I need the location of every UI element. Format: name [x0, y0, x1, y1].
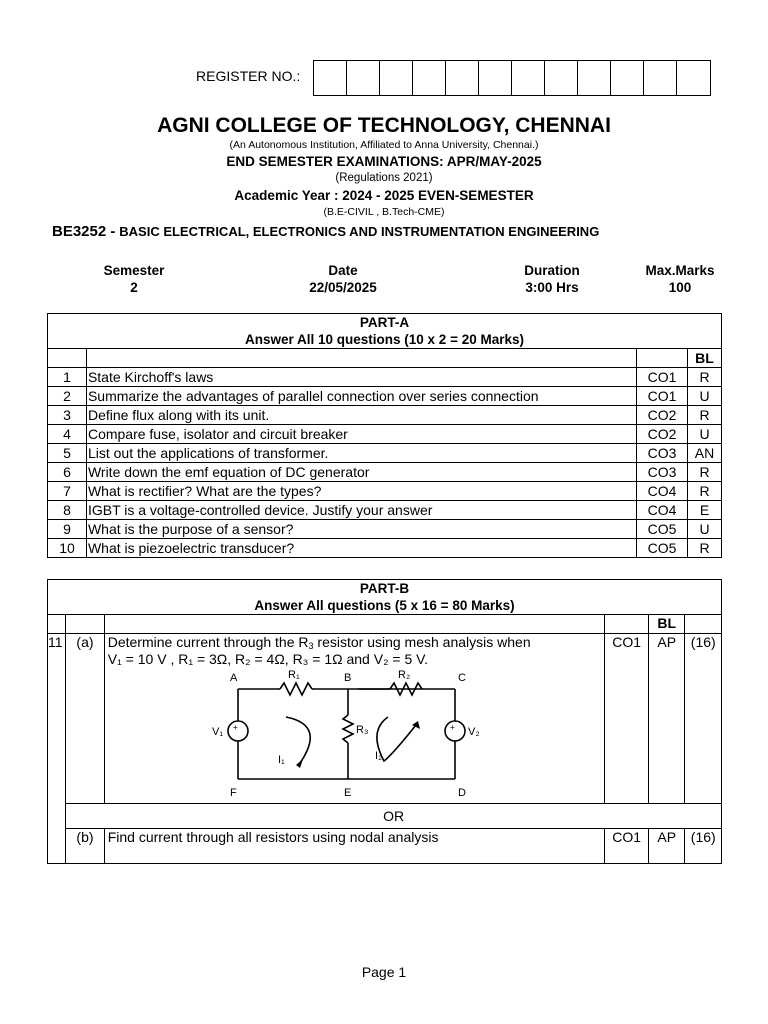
college-name: AGNI COLLEGE OF TECHNOLOGY, CHENNAI — [157, 114, 611, 137]
node-f-label: F — [229, 787, 237, 799]
register-digit-box[interactable] — [644, 61, 677, 95]
duration-info — [506, 262, 598, 296]
question-11a-text — [104, 634, 605, 804]
bloom-level: R — [688, 368, 722, 387]
bloom-level: R — [688, 463, 722, 482]
bloom-level: AP — [648, 829, 684, 864]
course-outcome: CO3 — [637, 463, 688, 482]
v2-label: V₂ — [467, 726, 480, 738]
question-text: List out the applications of transformer. — [86, 444, 636, 463]
or-divider: OR — [66, 804, 722, 829]
r1-label: R₁ — [287, 669, 300, 681]
semester-info — [88, 262, 180, 296]
bloom-level: E — [688, 501, 722, 520]
question-row — [48, 520, 722, 539]
course-outcome: CO1 — [605, 634, 649, 804]
question-row — [48, 501, 722, 520]
date-value: 22/05/2025 — [309, 280, 377, 295]
question-text: Define flux along with its unit. — [86, 406, 636, 425]
question-row — [48, 482, 722, 501]
question-text: IGBT is a voltage-controlled device. Justify your answer — [86, 501, 636, 520]
question-number: 6 — [48, 463, 87, 482]
i1-label: I₁ — [277, 754, 285, 766]
svg-text:+: + — [449, 723, 455, 732]
question-text: Compare fuse, isolator and circuit breaker — [86, 425, 636, 444]
semester-label: Semester — [103, 263, 165, 278]
course-name: BASIC ELECTRICAL, ELECTRONICS AND INSTRUMENTATION ENGINEERING — [119, 224, 600, 239]
affiliation-text: (An Autonomous Institution, Affiliated to Anna University, Chennai.) — [229, 139, 539, 151]
part-a-header — [48, 314, 722, 349]
v1-label: V₁ — [211, 726, 223, 738]
i2-label: I₂ — [374, 750, 383, 762]
course-outcome: CO5 — [637, 520, 688, 539]
duration-label: Duration — [524, 263, 580, 278]
register-digit-box[interactable] — [413, 61, 446, 95]
question-row — [48, 444, 722, 463]
part-a-title: PART-A — [359, 315, 410, 330]
bloom-level: R — [688, 406, 722, 425]
node-d-label: D — [457, 787, 466, 799]
register-digit-box[interactable] — [314, 61, 347, 95]
course-outcome: CO4 — [637, 501, 688, 520]
register-digit-box[interactable] — [677, 61, 710, 95]
bloom-level: AN — [688, 444, 722, 463]
question-line-2: V₁ = 10 V , R₁ = 3Ω, R₂ = 4Ω, R₃ = 1Ω and V₂ = 5 V. — [107, 651, 429, 667]
question-number: 1 — [48, 368, 87, 387]
register-digit-box[interactable] — [380, 61, 413, 95]
bloom-level: U — [688, 387, 722, 406]
question-row — [48, 539, 722, 558]
part-b-table — [47, 579, 722, 864]
part-a-table — [47, 313, 722, 558]
max-marks-label: Max.Marks — [645, 263, 715, 278]
bl-column-header: BL — [688, 349, 722, 368]
question-label: (a) — [66, 634, 105, 804]
register-digit-box[interactable] — [545, 61, 578, 95]
register-digit-box[interactable] — [446, 61, 479, 95]
question-row — [48, 463, 722, 482]
node-a-label: A — [229, 672, 238, 684]
programs-text: (B.E-CIVIL , B.Tech-CME) — [323, 206, 445, 218]
node-c-label: C — [457, 672, 466, 684]
question-row — [48, 406, 722, 425]
duration-value: 3:00 Hrs — [525, 280, 579, 295]
bloom-level: R — [688, 482, 722, 501]
question-number: 2 — [48, 387, 87, 406]
exam-title: END SEMESTER EXAMINATIONS: APR/MAY-2025 — [226, 154, 542, 169]
register-digit-box[interactable] — [479, 61, 512, 95]
regulations-text: (Regulations 2021) — [335, 172, 433, 184]
question-text: What is rectifier? What are the types? — [86, 482, 636, 501]
question-text: What is the purpose of a sensor? — [86, 520, 636, 539]
register-label: REGISTER NO.: — [196, 68, 301, 84]
mesh-arrow-1 — [296, 759, 303, 768]
question-marks: (16) — [685, 829, 722, 864]
course-code: BE3252 - — [52, 223, 116, 240]
question-number: 8 — [48, 501, 87, 520]
academic-year: Academic Year : 2024 - 2025 EVEN-SEMESTER — [234, 188, 534, 203]
node-b-label: B — [343, 672, 352, 684]
question-text: State Kirchoff's laws — [86, 368, 636, 387]
register-number-boxes[interactable] — [313, 60, 711, 96]
course-outcome: CO1 — [605, 829, 649, 864]
course-outcome: CO2 — [637, 425, 688, 444]
semester-value: 2 — [130, 280, 138, 295]
date-label: Date — [328, 263, 358, 278]
part-b-title: PART-B — [359, 581, 410, 596]
question-marks: (16) — [685, 634, 722, 804]
bloom-level: U — [688, 520, 722, 539]
course-outcome: CO1 — [637, 368, 688, 387]
question-text: Summarize the advantages of parallel connection over series connection — [86, 387, 636, 406]
register-digit-box[interactable] — [512, 61, 545, 95]
course-outcome: CO1 — [637, 387, 688, 406]
course-outcome: CO4 — [637, 482, 688, 501]
register-digit-box[interactable] — [578, 61, 611, 95]
question-row — [48, 387, 722, 406]
bl-column-header: BL — [648, 615, 684, 634]
max-marks-info — [634, 262, 726, 296]
course-outcome: CO2 — [637, 406, 688, 425]
register-digit-box[interactable] — [611, 61, 644, 95]
max-marks-value: 100 — [668, 280, 692, 295]
bloom-level: R — [688, 539, 722, 558]
question-row — [48, 368, 722, 387]
bloom-level: U — [688, 425, 722, 444]
question-number: 10 — [48, 539, 87, 558]
question-number: 7 — [48, 482, 87, 501]
course-outcome: CO3 — [637, 444, 688, 463]
register-digit-box[interactable] — [347, 61, 380, 95]
r3-label: R₃ — [355, 724, 369, 736]
question-number: 3 — [48, 406, 87, 425]
node-e-label: E — [343, 787, 352, 799]
date-info — [293, 262, 393, 296]
question-label: (b) — [66, 829, 105, 864]
question-line-1: Determine current through the $R_3$ resistor using mesh analysis when — [107, 634, 531, 651]
svg-text:+: + — [232, 723, 238, 732]
question-number: 5 — [48, 444, 87, 463]
question-number: 4 — [48, 425, 87, 444]
question-number: 11 — [48, 634, 66, 864]
question-text: Write down the emf equation of DC generator — [86, 463, 636, 482]
page-number: Page 1 — [361, 964, 407, 980]
question-11b-text: Find current through all resistors using nodal analysis — [104, 829, 605, 864]
course-title — [52, 223, 599, 240]
mesh-circuit-diagram — [200, 669, 490, 799]
part-b-header — [48, 580, 722, 615]
question-row — [48, 425, 722, 444]
question-text: What is piezoelectric transducer? — [86, 539, 636, 558]
part-a-instruction: Answer All 10 questions (10 x 2 = 20 Marks) — [245, 332, 524, 347]
question-number: 9 — [48, 520, 87, 539]
bloom-level: AP — [648, 634, 684, 804]
r2-label: R₂ — [397, 669, 410, 681]
course-outcome: CO5 — [637, 539, 688, 558]
part-b-instruction: Answer All questions (5 x 16 = 80 Marks) — [254, 598, 515, 613]
